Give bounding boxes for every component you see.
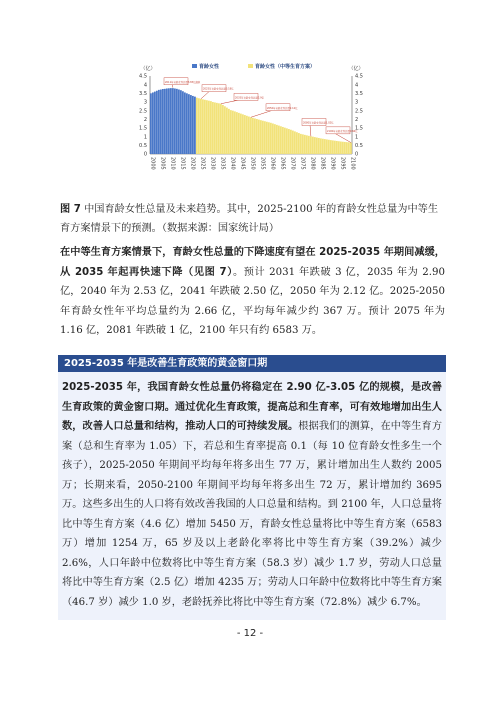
projection-bar <box>310 136 312 154</box>
projection-bar <box>258 120 260 154</box>
projection-bar <box>348 142 350 154</box>
projection-bar <box>294 131 296 154</box>
y-tick-right: 0.5 <box>355 143 363 150</box>
projection-bar <box>254 118 256 154</box>
x-tick: 2050 <box>249 157 256 170</box>
projection-bar <box>292 131 294 154</box>
x-tick: 2005 <box>159 157 166 170</box>
projection-bar <box>272 123 274 154</box>
x-tick: 2065 <box>279 157 286 170</box>
x-tick: 2020 <box>189 157 196 170</box>
history-bar <box>176 89 178 154</box>
projection-bar <box>284 128 286 154</box>
x-tick: 2055 <box>259 157 266 170</box>
projection-bar <box>246 116 248 154</box>
projection-bar <box>270 123 272 154</box>
projection-bar <box>306 135 308 154</box>
annotation-text: 2011年育龄女性总量3.83亿峰值 <box>165 80 201 84</box>
y-tick-right: 3 <box>355 99 359 106</box>
para-bold: 在中等生育方案情景下，育龄女性总量的下降速度有望在 2025-2035 年期间减缓，从 2035 年起再快速下降（见图 7） <box>60 247 445 278</box>
projection-bar <box>302 134 304 154</box>
history-bar <box>188 94 190 154</box>
x-tick: 2015 <box>179 157 186 170</box>
y-tick-left: 0.5 <box>139 143 147 150</box>
projection-bar <box>222 105 224 154</box>
y-tick-left: 2 <box>143 117 147 124</box>
projection-bar <box>196 98 198 154</box>
legend-swatch-projection <box>248 64 253 68</box>
projection-bar <box>330 140 332 154</box>
projection-bar <box>240 114 242 154</box>
projection-bar <box>264 121 266 154</box>
annotation-text: 2050年育龄女性总量2.12亿 <box>267 106 298 110</box>
x-tick: 2080 <box>309 157 316 170</box>
page-number: - 12 - <box>236 628 264 639</box>
projection-bar <box>334 141 336 154</box>
legend-label-projection: 育龄女性（中等生育方案） <box>255 64 316 70</box>
projection-bar <box>234 111 236 154</box>
y-tick-left: 4.5 <box>139 73 147 80</box>
annotation-leader <box>201 91 210 99</box>
y-tick-left: 3 <box>143 99 147 106</box>
body-paragraph <box>60 243 445 341</box>
projection-bar <box>312 137 314 154</box>
y-tick-left: 0 <box>143 151 147 158</box>
projection-bar <box>226 108 228 154</box>
projection-bar <box>308 136 310 154</box>
history-bar <box>190 95 192 154</box>
y-tick-right: 1 <box>355 134 359 141</box>
history-bar <box>182 91 184 154</box>
projection-bar <box>274 124 276 154</box>
projection-bar <box>286 128 288 154</box>
projection-bar <box>224 106 226 154</box>
projection-bar <box>280 126 282 154</box>
y-tick-right: 4.5 <box>355 73 363 80</box>
history-bar <box>166 88 168 154</box>
projection-bar <box>266 122 268 154</box>
projection-bar <box>276 125 278 154</box>
history-bar <box>186 93 188 154</box>
history-bar <box>162 89 164 154</box>
y-tick-right: 2.5 <box>355 108 363 115</box>
projection-bar <box>208 101 210 154</box>
projection-bar <box>238 113 240 154</box>
projection-bar <box>288 129 290 154</box>
x-tick: 2000 <box>149 157 156 170</box>
history-bar <box>156 91 158 154</box>
history-bar <box>168 88 170 154</box>
projection-bar <box>210 101 212 154</box>
x-tick: 2085 <box>319 157 326 170</box>
para-rest: 。预计 2031 年跌破 3 亿，2035 年为 2.90 亿，2040 年为 2.53 亿，2041 年跌破 2.50 亿，2050 年为 2.12 亿。2025-2050 年育龄女性年平均总量约为 2.66 亿，平均每年减少约 367 万。预计 2075 年为 1.16 亿，2081 年跌破 1 亿，2100 年只有约 6583 万。 <box>60 266 445 336</box>
annotation-leader <box>310 125 311 137</box>
projection-bar <box>248 117 250 154</box>
projection-bar <box>236 112 238 154</box>
y-tick-right: 0 <box>355 151 359 158</box>
projection-bar <box>230 110 232 154</box>
x-tick: 2075 <box>299 157 306 170</box>
box-title: 2025-2035 年是改善生育政策的黄金窗口期 <box>58 355 446 372</box>
projection-bar <box>262 121 264 154</box>
history-bar <box>184 92 186 154</box>
caption-text: 中国育龄女性总量及未来趋势。其中，2025-2100 年的育龄女性总量为中等生育方案情景下的预测。（数据来源：国家统计局） <box>60 204 439 234</box>
history-bar <box>150 93 152 154</box>
population-chart <box>130 58 370 188</box>
projection-bar <box>316 138 318 154</box>
annotation-text: 2080年育龄女性总量1.02亿 <box>303 121 334 125</box>
projection-bar <box>342 142 344 154</box>
projection-bar <box>206 100 208 154</box>
projection-bar <box>328 140 330 154</box>
history-bar <box>194 97 196 154</box>
projection-bar <box>300 134 302 154</box>
projection-bar <box>220 104 222 154</box>
history-bar <box>180 90 182 154</box>
history-bar <box>158 90 160 154</box>
history-bar <box>170 88 172 154</box>
box-rest: 根据我们的测算，在中等生育方案（总和生育率为 1.05）下，若总和生育率提高 0.1（每 10 位育龄女性多生一个孩子），2025-2050 年期间平均每年将多出生 77 万，累计增加出生人数约 2005 万；长期来看，2050-2100 年期间平均每年将多出生 72 万，累计增加约 3695 万。这些多出生的人口将有效改善我国的人口总量和结构。到 2100 年，人口总量将比中等生育方案（4.6 亿）增加 5450 万，育龄女性总量将比中等生育方案（6583 万）增加 1254 万，65 岁及以上老龄化率将比中等生育方案（39.2%）减少 2.6%，人口年龄中位数将比中等生育方案（58.3 岁）减少 1.7 岁，劳动人口总量将比中等生育方案（2.5 亿）增加 4235 万；劳动人口年龄中位数将比中等生育方案（46.7 岁）减少 1.0 岁，老龄抚养比将比中等生育方案（72.8%）减少 6.7%。 <box>62 421 443 608</box>
annotation-text: 2035年育龄女性总量2.9亿 <box>235 96 265 100</box>
box-bold: 2025-2035 年，我国育龄女性总量仍将稳定在 2.90 亿-3.05 亿的规模，是改善生育政策的黄金窗口期。通过优化生育政策，提高总和生育率，可有效地增加出生人数，改善人口总量和结构，推动人口的可持续发展。 <box>62 382 442 432</box>
history-bar <box>154 92 156 154</box>
history-bar <box>192 96 194 154</box>
projection-bar <box>322 139 324 154</box>
projection-bar <box>228 109 230 154</box>
x-tick: 2070 <box>289 157 296 170</box>
projection-bar <box>318 138 320 154</box>
projection-bar <box>290 130 292 154</box>
projection-bar <box>268 122 270 154</box>
projection-bar <box>218 103 220 154</box>
annotation-text: 2025年育龄女性总量3.18亿 <box>203 87 234 91</box>
projection-bar <box>346 142 348 154</box>
projection-bar <box>298 133 300 154</box>
y-tick-left: 1.5 <box>139 125 147 132</box>
history-bar <box>164 89 166 154</box>
projection-bar <box>304 135 306 154</box>
caption-label: 图 7 <box>60 204 81 215</box>
projection-bar <box>320 138 322 154</box>
projection-bar <box>204 100 206 154</box>
projection-bar <box>214 102 216 154</box>
highlight-box <box>58 355 446 620</box>
x-tick: 2010 <box>169 157 176 170</box>
projection-bar <box>278 126 280 154</box>
y-tick-right: 3.5 <box>355 91 363 98</box>
y-tick-left: 1 <box>143 134 147 141</box>
x-tick: 2060 <box>269 157 276 170</box>
figure-caption <box>60 200 445 238</box>
annotation-text: 2100年育龄女性总量0.66亿 <box>327 129 358 133</box>
y-tick-left: 2.5 <box>139 108 147 115</box>
history-bar <box>160 90 162 154</box>
projection-bar <box>200 99 202 154</box>
projection-bar <box>336 141 338 154</box>
x-tick: 2025 <box>199 157 206 170</box>
y-tick-right: 1.5 <box>355 125 363 132</box>
projection-bar <box>326 139 328 154</box>
legend-label-history: 育龄女性 <box>199 64 220 70</box>
projection-bar <box>260 120 262 154</box>
projection-bar <box>212 102 214 154</box>
projection-bar <box>244 115 246 154</box>
projection-bar <box>216 103 218 154</box>
x-tick: 2040 <box>229 157 236 170</box>
projection-bar <box>344 142 346 154</box>
history-bar <box>174 88 176 154</box>
x-tick: 2035 <box>219 157 226 170</box>
projection-bar <box>332 140 334 154</box>
projection-bar <box>198 98 200 154</box>
x-tick: 2045 <box>239 157 246 170</box>
x-tick: 2100 <box>349 157 356 170</box>
projection-bar <box>338 141 340 154</box>
projection-bar <box>202 99 204 154</box>
x-tick: 2095 <box>339 157 346 170</box>
projection-bar <box>340 142 342 154</box>
y-tick-left: 3.5 <box>139 91 147 98</box>
projection-bar <box>232 111 234 154</box>
projection-bar <box>252 118 254 154</box>
projection-bar <box>250 117 252 154</box>
history-bar <box>152 92 154 154</box>
projection-bar <box>324 139 326 154</box>
history-bar <box>172 88 174 154</box>
x-tick: 2090 <box>329 157 336 170</box>
box-body <box>58 372 446 612</box>
y-tick-left: 4 <box>143 82 147 89</box>
y-unit-left: （亿） <box>140 66 156 72</box>
projection-bar <box>256 119 258 154</box>
y-tick-right: 2 <box>355 117 359 124</box>
y-unit-right: （亿） <box>348 66 364 72</box>
history-bar <box>178 90 180 154</box>
projection-bar <box>350 143 352 154</box>
projection-bar <box>314 137 316 154</box>
legend-swatch-history <box>192 64 197 68</box>
projection-bar <box>242 114 244 154</box>
projection-bar <box>296 132 298 154</box>
x-tick: 2030 <box>209 157 216 170</box>
y-tick-right: 4 <box>355 82 359 89</box>
projection-bar <box>282 127 284 154</box>
